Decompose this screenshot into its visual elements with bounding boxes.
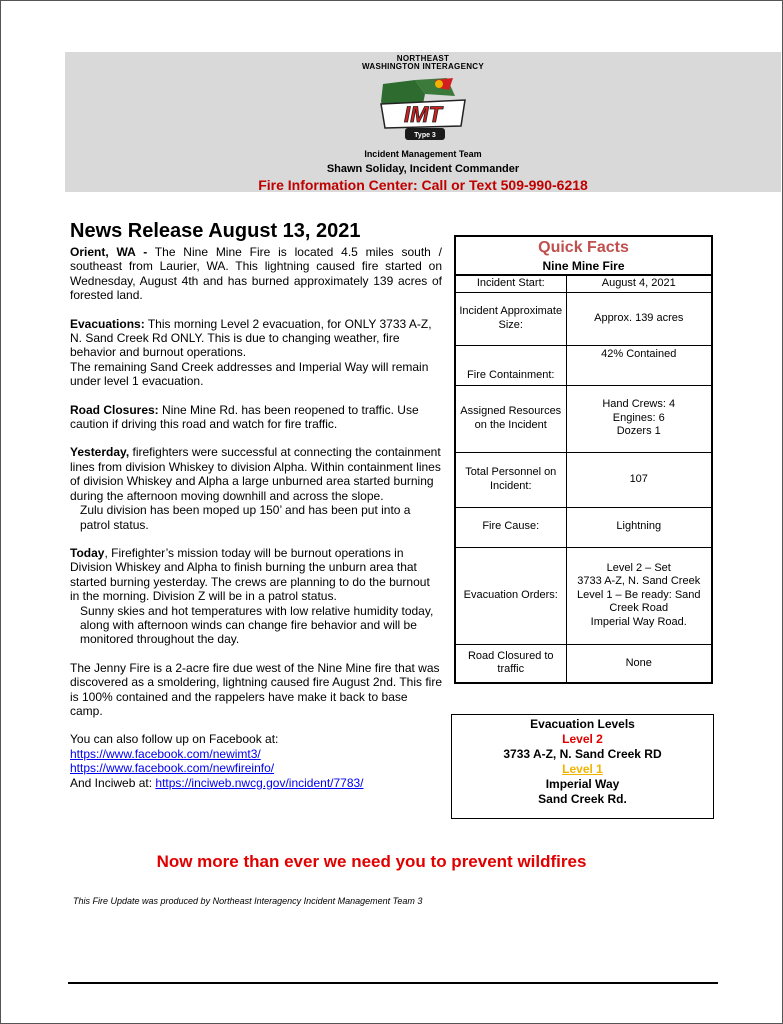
prevent-wildfires-banner: Now more than ever we need you to prevent wildfires — [156, 852, 587, 871]
logo-imt-text: IMT — [404, 102, 442, 127]
evacuations-paragraph-2: The remaining Sand Creek addresses and Imperial Way will remain under level 1 evacuation. — [70, 359, 429, 389]
table-row — [456, 292, 711, 345]
table-row — [456, 644, 711, 682]
today-text: , Firefighter’s mission today will be burnout operations in Division Whiskey and Alpha to finish burning the unburn area that started burning yesterday. The crews are planning to do the burnout in the morning. Division Z will be in a patrol status. — [70, 545, 430, 604]
org-line-1: NORTHEAST — [396, 54, 450, 63]
evac-level1-area1: Imperial Way — [545, 777, 620, 791]
inciweb-prefix: And Inciweb at: — [70, 775, 156, 790]
road-closures-paragraph — [70, 403, 442, 432]
facebook-link-1[interactable]: https://www.facebook.com/newimt3/ — [70, 746, 261, 761]
table-row — [456, 547, 711, 644]
road-lead: Road Closures: — [70, 402, 159, 417]
table-row — [456, 385, 711, 452]
evac-text: This morning Level 2 evacuation, for ONLY 3733 A-Z, N. Sand Creek Rd ONLY. This is due to changing weather, fire behavior and burnout operations. — [70, 316, 432, 360]
footer-note: This Fire Update was produced by Northeast Interagency Incident Management Team 3 — [73, 896, 423, 906]
fact-value: 107 — [566, 452, 711, 507]
evac-level1-area2: Sand Creek Rd. — [538, 792, 627, 806]
fact-label: Evacuation Orders: — [456, 547, 566, 644]
commander-line: Shawn Soliday, Incident Commander — [326, 163, 520, 175]
table-row — [456, 452, 711, 507]
evac-level2-area: 3733 A-Z, N. Sand Creek RD — [503, 747, 662, 761]
evac-title: Evacuation Levels — [530, 717, 635, 731]
quick-facts-table — [456, 275, 711, 682]
inciweb-link[interactable]: https://inciweb.nwcg.gov/incident/7783/ — [155, 775, 364, 790]
fact-value: Level 2 – Set 3733 A-Z, N. Sand Creek Level 1 – Be ready: Sand Creek Road Imperial Way Road. — [566, 547, 711, 644]
evac-lead: Evacuations: — [70, 316, 145, 331]
quick-facts-title: Quick Facts — [538, 239, 629, 256]
quick-facts-subtitle: Nine Mine Fire — [456, 259, 711, 275]
facebook-link-2[interactable]: https://www.facebook.com/newfireinfo/ — [70, 761, 275, 776]
news-body — [70, 245, 442, 790]
fact-label: Total Personnel on Incident: — [456, 452, 566, 507]
inciweb-line — [70, 776, 442, 790]
quick-facts-box — [454, 235, 713, 684]
info-center-line: Fire Information Center: Call or Text 509-990-6218 — [258, 177, 588, 193]
today-lead: Today — [70, 545, 105, 560]
today-paragraph — [70, 546, 442, 604]
fact-label: Fire Containment: — [456, 345, 566, 385]
intro-paragraph — [70, 245, 442, 303]
fact-value: None — [566, 644, 711, 682]
intro-lead: Orient, WA - — [70, 245, 148, 259]
intro-text: The Nine Mine Fire is located 4.5 miles south / southeast from Laurier, WA. This lightning caused fire started on Wednesday, August 4th and has burned approximately 139 acres of forested land. — [70, 245, 442, 303]
yesterday-lead: Yesterday, — [70, 445, 130, 460]
org-line-2: WASHINGTON INTERAGENCY — [361, 62, 484, 71]
logo-type-text: Type 3 — [414, 132, 436, 139]
table-row — [456, 276, 711, 293]
jenny-fire-paragraph: The Jenny Fire is a 2-acre fire due west of the Nine Mine fire that was discovered as a smoldering, lightning caused fire August 2nd. This fire is 100% contained and the rappelers have make it back to base camp. — [70, 660, 442, 718]
yesterday-paragraph-2: Zulu division has been moped up 150’ and has been put into a patrol status. — [80, 503, 411, 532]
header-banner — [65, 52, 781, 192]
evacuation-levels-box — [451, 714, 714, 819]
fact-value: 42% Contained — [566, 345, 711, 385]
yesterday-text: firefighters were successful at connecting the containment lines from division Whiskey to division Alpha. Within containment lines of division Whiskey and Alpha a large unburned area started burning during the afternoon moving downhill and across the slope. — [70, 445, 441, 503]
fact-label: Incident Start: — [456, 276, 566, 293]
fact-label: Assigned Resources on the Incident — [456, 385, 566, 452]
fact-label: Fire Cause: — [456, 507, 566, 547]
evac-level1: Level 1 — [562, 762, 603, 776]
team-name: Incident Management Team — [364, 149, 482, 159]
imt-logo — [375, 74, 471, 146]
bottom-divider — [68, 982, 718, 984]
fact-value: Lightning — [566, 507, 711, 547]
today-paragraph-2: Sunny skies and hot temperatures with low relative humidity today, along with afternoon winds can change fire behavior and will be monitored throughout the day. — [80, 603, 434, 647]
fact-value: August 4, 2021 — [566, 276, 711, 293]
yesterday-paragraph — [70, 445, 442, 503]
evacuations-paragraph — [70, 317, 442, 360]
table-row — [456, 345, 711, 385]
road-text: Nine Mine Rd. has been reopened to traffic. Use caution if driving this road and watch for fire traffic. — [70, 402, 419, 432]
fact-label: Road Closured to traffic — [456, 644, 566, 682]
table-row — [456, 507, 711, 547]
imt-logo-graphic — [375, 74, 471, 146]
fact-value: Hand Crews: 4 Engines: 6 Dozers 1 — [566, 385, 711, 452]
fact-label: Incident Approximate Size: — [456, 292, 566, 345]
fact-value: Approx. 139 acres — [566, 292, 711, 345]
page-title: News Release August 13, 2021 — [70, 220, 361, 242]
evac-level2: Level 2 — [562, 732, 603, 746]
follow-text: You can also follow up on Facebook at: — [70, 732, 279, 747]
